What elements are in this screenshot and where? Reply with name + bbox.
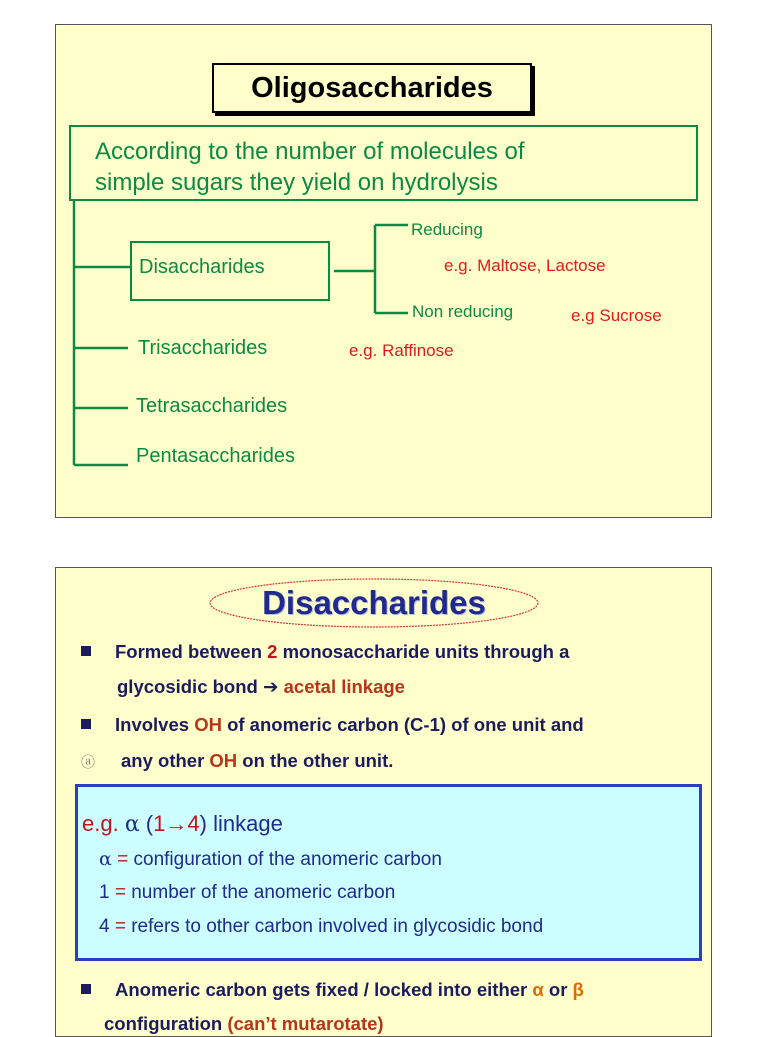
bullet-marker-icon: ⓐ [81, 754, 95, 770]
bullet-formed-between: Formed between 2 monosaccharide units through a [81, 641, 569, 663]
linkage-def-one: 1 = number of the anomeric carbon [99, 882, 396, 903]
reducing-label: Reducing [411, 220, 483, 239]
bullet-formed-between-line2: glycosidic bond ➔ acetal linkage [117, 676, 405, 697]
title-oval [206, 576, 542, 630]
trisaccharides-example: e.g. Raffinose [349, 341, 454, 360]
disaccharides-label: Disaccharides [139, 256, 265, 278]
criteria-line-2: simple sugars they yield on hydrolysis [95, 169, 498, 196]
slide-title: Disaccharides [262, 584, 486, 621]
non-reducing-label: Non reducing [412, 302, 514, 321]
bullet-square-icon [81, 719, 91, 729]
bullet-square-icon [81, 646, 91, 656]
linkage-heading: e.g. α (1→4) linkage [82, 811, 283, 837]
slide-oligosaccharides [55, 24, 712, 518]
classification-criteria-box [69, 125, 698, 201]
bullet-involves-oh: Involves OH of anomeric carbon (C-1) of one unit and [81, 714, 584, 736]
criteria-line-1: According to the number of molecules of [95, 138, 525, 165]
tetrasaccharides-label: Tetrasaccharides [136, 395, 288, 417]
slide-title: Oligosaccharides [212, 63, 532, 113]
reducing-example: e.g. Maltose, Lactose [444, 256, 606, 275]
linkage-def-four: 4 = refers to other carbon involved in glycosidic bond [99, 916, 544, 937]
bullet-square-icon [81, 984, 91, 994]
slide-disaccharides [55, 567, 712, 1037]
linkage-example-box [75, 784, 702, 961]
pentasaccharides-label: Pentasaccharides [136, 445, 295, 467]
linkage-def-alpha: α = configuration of the anomeric carbon [99, 848, 442, 870]
bullet-anomeric-fixed-line2: configuration (can’t mutarotate) [104, 1013, 384, 1034]
non-reducing-example: e.g Sucrose [571, 306, 662, 325]
bullet-involves-oh-line2: ⓐ any other OH on the other unit. [81, 750, 394, 771]
arrow-icon: ➔ [262, 676, 279, 697]
trisaccharides-label: Trisaccharides [138, 337, 268, 359]
bullet-anomeric-fixed: Anomeric carbon gets fixed / locked into either α or β [81, 979, 584, 1001]
